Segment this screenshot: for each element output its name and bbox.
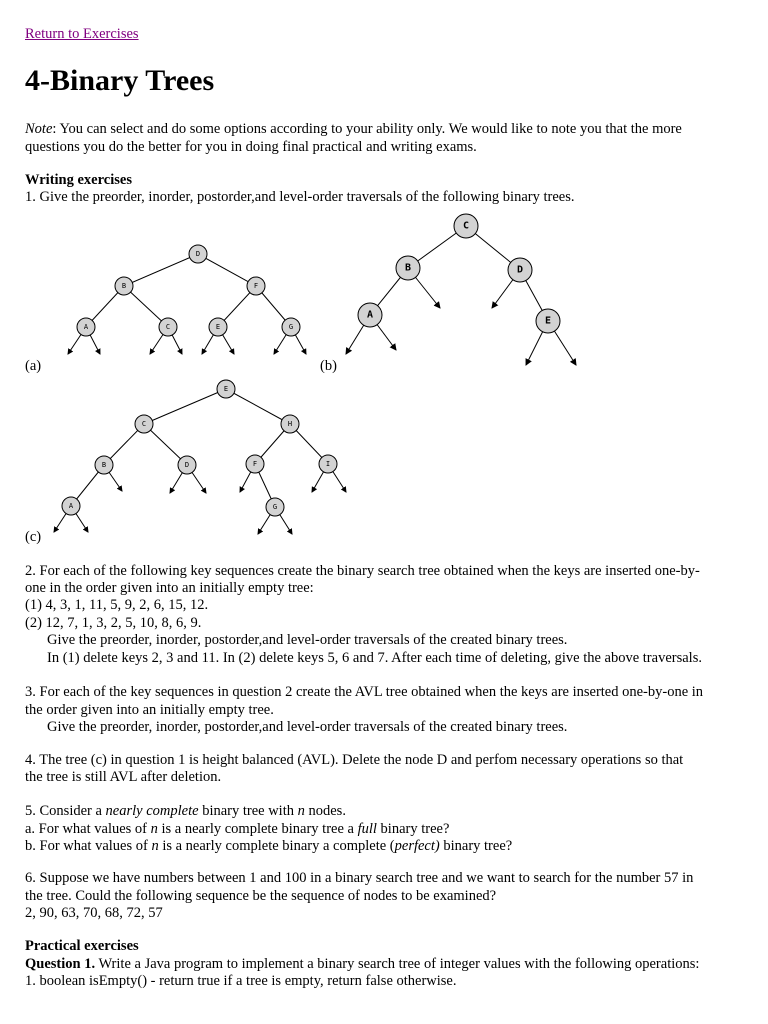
svg-text:G: G [272,503,278,511]
tree-c-node [217,380,235,398]
tree-b-diagram [340,210,580,370]
practical-question-1-label: Question 1. [25,956,96,972]
svg-text:C: C [462,220,470,232]
tree-b-node [396,256,420,280]
tree-c-node [266,498,284,516]
tree-c-node [135,415,153,433]
svg-text:E: E [223,385,229,393]
return-to-exercises-link[interactable]: Return to Exercises [25,26,139,42]
note-line-2: questions you do the better for you in doing final practical and writing exams. [25,139,477,155]
svg-text:E: E [215,323,221,331]
note-line-1 [25,121,682,138]
tree-c-node [178,456,196,474]
svg-text:H: H [287,420,293,428]
tree-c-node [319,455,337,473]
q3-line-2: the order given into an initially empty tree. [25,702,274,718]
page-title: 4-Binary Trees [25,64,215,97]
tree-c-node [95,456,113,474]
tree-a-node [209,318,227,336]
svg-text:A: A [366,309,374,321]
svg-text:D: D [195,250,201,258]
q6-line-2: the tree. Could the following sequence be the sequence of nodes to be examined? [25,888,497,904]
svg-text:D: D [516,264,524,276]
svg-text:I: I [325,460,331,468]
q4-line-1: 4. The tree (c) in question 1 is height balanced (AVL). Delete the node D and perfom necessary operations so that [25,752,684,768]
tree-b-node [358,303,382,327]
svg-text:F: F [252,460,258,468]
note-label: Note [25,121,53,137]
q4-line-2: the tree is still AVL after deletion. [25,769,222,785]
tree-b-node [454,214,478,238]
tree-a-diagram [60,240,310,362]
svg-text:C: C [141,420,147,428]
q6-sequence: 2, 90, 63, 70, 68, 72, 57 [25,905,163,921]
practical-question-1 [25,956,699,973]
svg-text:G: G [288,323,294,331]
svg-text:E: E [544,315,552,327]
tree-a-node [159,318,177,336]
tree-b-node [536,309,560,333]
q5-part-a: a. For what values of n is a nearly complete binary tree a full binary tree? [25,821,450,837]
tree-a-node [77,318,95,336]
writing-heading: Writing exercises [25,172,132,188]
q5-part-b: b. For what values of n is a nearly complete binary a complete (perfect) binary tree? [25,838,513,854]
q2-sequence-1: (1) 4, 3, 1, 11, 5, 9, 2, 6, 15, 12. [25,597,209,613]
svg-text:C: C [165,323,171,331]
tree-a-node [282,318,300,336]
tree-c-node [246,455,264,473]
tree-b-node [508,258,532,282]
svg-text:A: A [68,502,74,510]
tree-b-label: (b) [320,358,337,374]
q2-line-1: 2. For each of the following key sequences create the binary search tree obtained when the keys are inserted one-by- [25,563,700,579]
practical-heading: Practical exercises [25,938,139,954]
tree-c-node [281,415,299,433]
tree-c-node [62,497,80,515]
practical-item-1: 1. boolean isEmpty() - return true if a tree is empty, return false otherwise. [25,973,457,989]
q3-line-1: 3. For each of the key sequences in question 2 create the AVL tree obtained when the keys are inserted one-by-one in [25,684,704,700]
tree-c-label: (c) [25,529,42,545]
q6-line-1: 6. Suppose we have numbers between 1 and 100 in a binary search tree and we want to search for the number 57 in [25,870,694,886]
tree-c-diagram [40,378,360,538]
tree-a-label: (a) [25,358,42,374]
q3-line-3: Give the preorder, inorder, postorder,and level-order traversals of the created binary trees. [47,719,568,735]
q2-traversal-instruction: Give the preorder, inorder, postorder,and level-order traversals of the created binary trees. [47,632,568,648]
svg-text:D: D [184,461,190,469]
q2-delete-instruction: In (1) delete keys 2, 3 and 11. In (2) delete keys 5, 6 and 7. After each time of deleting, give the above traversals. [47,650,702,666]
note-text: : You can select and do some options according to your ability only. We would like to note you that the more [52,121,682,137]
svg-text:B: B [101,461,107,469]
tree-a-node [247,277,265,295]
q2-line-2: one in the order given into an initially empty tree: [25,580,314,596]
q2-sequence-2: (2) 12, 7, 1, 3, 2, 5, 10, 8, 6, 9. [25,615,202,631]
tree-a-node [189,245,207,263]
tree-a-node [115,277,133,295]
question-1: 1. Give the preorder, inorder, postorder,and level-order traversals of the following binary trees. [25,189,575,205]
q5-line-1: 5. Consider a nearly complete binary tree with n nodes. [25,803,346,819]
svg-text:B: B [121,282,127,290]
practical-question-1-text: Write a Java program to implement a binary search tree of integer values with the following operations: [95,956,700,972]
svg-text:F: F [253,282,259,290]
svg-text:B: B [404,262,412,274]
svg-text:A: A [83,323,89,331]
